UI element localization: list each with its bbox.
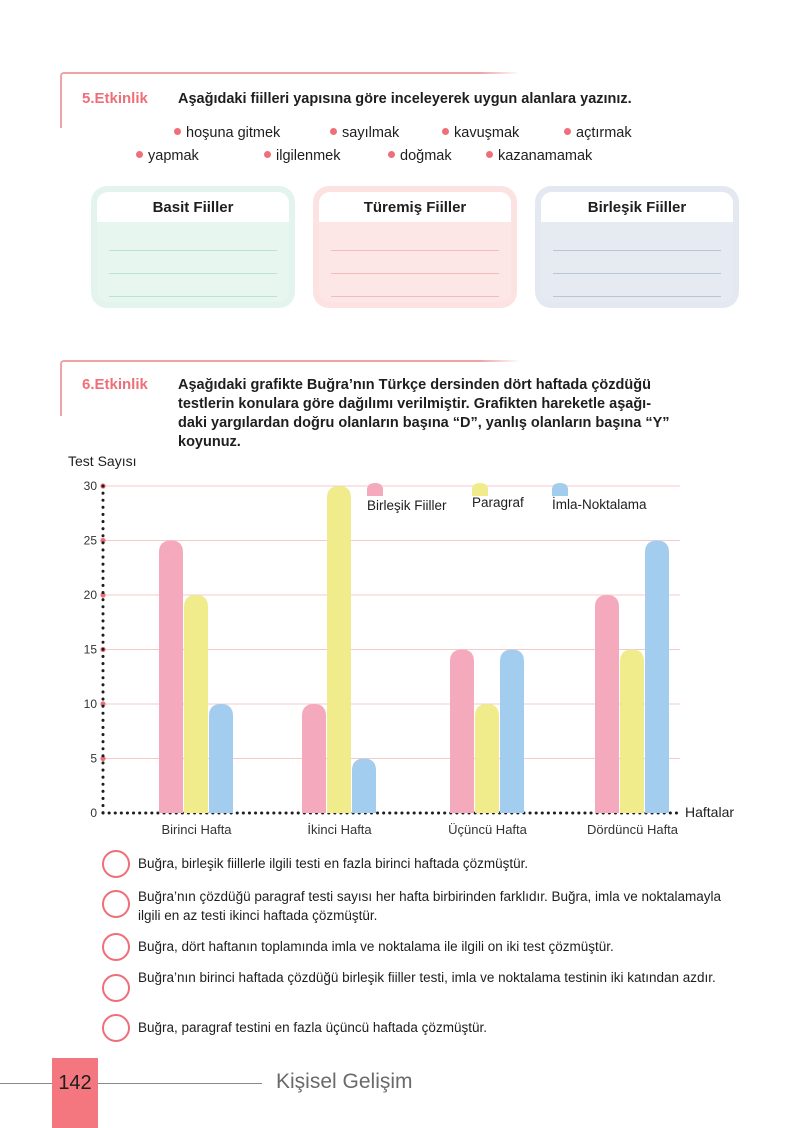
bar-birleşik-fiiller — [159, 541, 183, 814]
y-tick-label: 25 — [83, 533, 97, 548]
y-tick-label: 20 — [83, 588, 97, 602]
x-tick-label: Dördüncü Hafta — [586, 822, 679, 837]
word-item: doğmak — [388, 148, 452, 164]
activity6-label: 6.Etkinlik — [82, 376, 148, 393]
bar-chart — [0, 440, 800, 840]
answer-circle[interactable] — [102, 890, 130, 918]
footer-line-right — [98, 1083, 262, 1084]
basit-fiiller-box — [91, 186, 295, 308]
birlesik-fiiller-answer-lines[interactable] — [553, 228, 721, 297]
bar-i-mla-noktalama — [352, 759, 376, 814]
legend-label: Birleşik Fiiller — [367, 498, 447, 513]
turemis-fiiller-answer-lines[interactable] — [331, 228, 499, 297]
y-tick-label: 10 — [83, 697, 97, 711]
word-item: açtırmak — [564, 125, 632, 141]
bar-paragraf — [184, 595, 208, 813]
statement-text: Buğra, dört haftanın toplamında imla ve noktalama ile ilgili on iki test çözmüştür. — [138, 939, 614, 954]
legend-swatch — [367, 483, 383, 496]
answer-circle[interactable] — [102, 933, 130, 961]
word-item: kazanamamak — [486, 148, 592, 164]
x-axis-label: Haftalar — [685, 804, 735, 820]
bar-birleşik-fiiller — [450, 650, 474, 814]
birlesik-fiiller-box — [535, 186, 739, 308]
footer-line-left — [0, 1083, 52, 1084]
word-item: kavuşmak — [442, 125, 519, 141]
statement-text: Buğra’nın birinci haftada çözdüğü birleşik fiiller testi, imla ve noktalama testinin iki katından azdır. — [138, 970, 716, 985]
word-item: yapmak — [136, 148, 199, 164]
y-tick-label: 30 — [83, 479, 97, 493]
statement-text: Buğra, birleşik fiillerle ilgili testi en fazla birinci haftada çözmüştür. — [138, 856, 529, 871]
statement-text: Buğra, paragraf testini en fazla üçüncü haftada çözmüştür. — [138, 1020, 487, 1035]
bar-i-mla-noktalama — [645, 541, 669, 814]
activity5-instruction: Aşağıdaki fiilleri yapısına göre inceleyerek uygun alanlara yazınız. — [178, 91, 632, 107]
bar-paragraf — [327, 486, 351, 813]
answer-circle[interactable] — [102, 974, 130, 1002]
bar-i-mla-noktalama — [209, 704, 233, 813]
answer-circle[interactable] — [102, 1014, 130, 1042]
activity5-label: 5.Etkinlik — [82, 90, 148, 107]
x-tick-label: Birinci Hafta — [161, 822, 232, 837]
word-item: ilgilenmek — [264, 148, 340, 164]
x-tick-label: İkinci Hafta — [307, 822, 372, 837]
basit-fiiller-answer-lines[interactable] — [109, 228, 277, 297]
x-tick-label: Üçüncü Hafta — [448, 822, 527, 837]
bar-paragraf — [475, 704, 499, 813]
y-axis-label: Test Sayısı — [68, 453, 137, 469]
turemis-fiiller-title: Türemiş Fiiller — [319, 192, 511, 222]
bar-birleşik-fiiller — [595, 595, 619, 813]
word-item: sayılmak — [330, 125, 399, 141]
y-tick-label: 15 — [83, 642, 97, 657]
turemis-fiiller-box — [313, 186, 517, 308]
word-item: hoşuna gitmek — [174, 125, 280, 141]
basit-fiiller-title: Basit Fiiller — [97, 192, 289, 222]
footer-title: Kişisel Gelişim — [276, 1070, 413, 1093]
legend-label: Paragraf — [472, 495, 524, 510]
bar-i-mla-noktalama — [500, 650, 524, 814]
activity6-instruction: Aşağıdaki grafikte Buğra’nın Türkçe dersinden dört haftada çözdüğü testlerin konulara göre dağılımı verilmiştir. Grafikten hareketle aşağı- daki yargılardan doğru olanların başına “D”, yanlış olanların başına “Y” koyunuz. — [178, 377, 670, 450]
y-tick-label: 0 — [90, 806, 97, 820]
page-number: 142 — [58, 1072, 92, 1094]
y-tick-label: 5 — [90, 751, 97, 766]
legend-label: İmla-Noktalama — [552, 497, 647, 512]
legend-swatch — [552, 483, 568, 496]
birlesik-fiiller-title: Birleşik Fiiller — [541, 192, 733, 222]
answer-circle[interactable] — [102, 850, 130, 878]
legend — [367, 483, 647, 513]
bar-birleşik-fiiller — [302, 704, 326, 813]
statement-text: Buğra’nın çözdüğü paragraf testi sayısı her hafta birbirinden farklıdır. Buğra, imla ve noktalamayla ilgili en az testi ikinci haftada çözmüştür. — [138, 889, 722, 923]
bar-paragraf — [620, 650, 644, 814]
